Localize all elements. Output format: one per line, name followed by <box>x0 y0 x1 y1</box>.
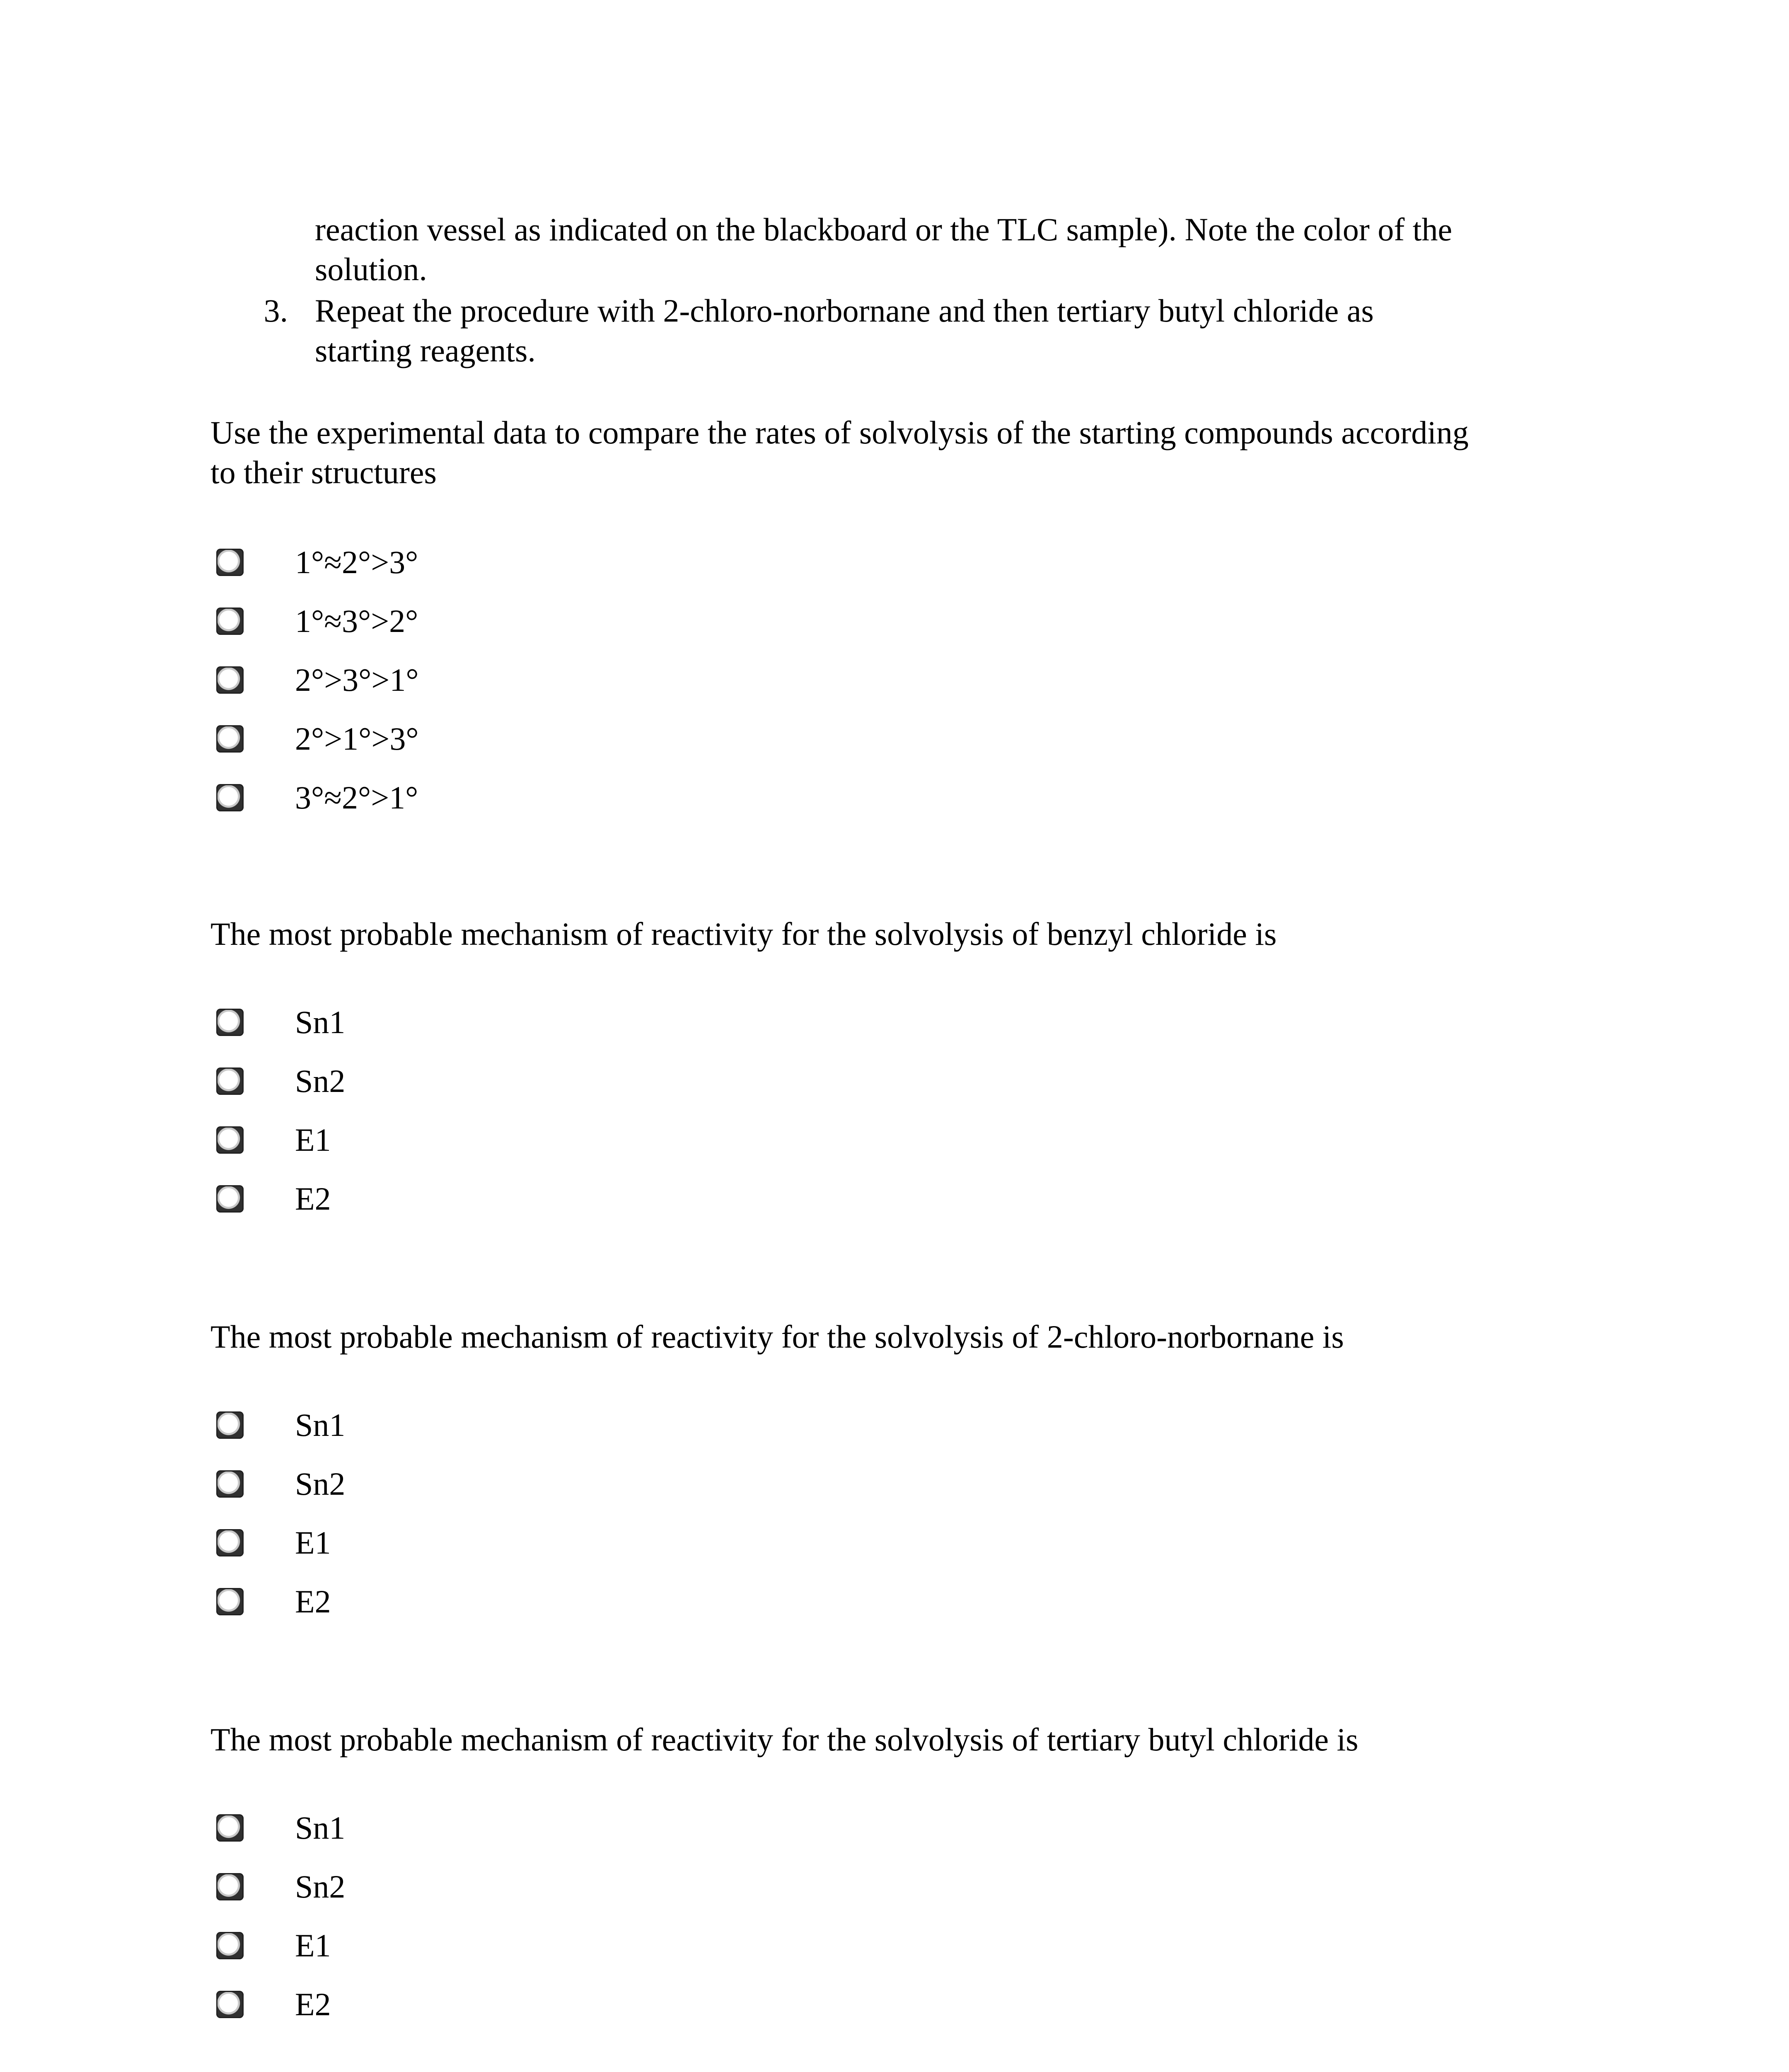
q3-option-2-label: Sn2 <box>295 1466 346 1502</box>
radio-button[interactable] <box>216 1588 244 1615</box>
q3-option-4-label: E2 <box>295 1583 331 1619</box>
step-3-line-1: Repeat the procedure with 2-chloro-norbornane and then tertiary butyl chloride as <box>315 293 1374 329</box>
q4-option-4-label: E2 <box>295 1986 331 2022</box>
q2-option-1-label: Sn1 <box>295 1004 346 1040</box>
q1-option-3[interactable] <box>216 661 419 699</box>
q2-option-4[interactable] <box>216 1180 331 1218</box>
radio-button[interactable] <box>216 1126 244 1154</box>
q2-option-3-label: E1 <box>295 1122 331 1158</box>
q3-option-3[interactable] <box>216 1524 331 1561</box>
radio-button[interactable] <box>216 1067 244 1095</box>
q2-option-3[interactable] <box>216 1121 331 1159</box>
q1-option-5-label: 3°≈2°>1° <box>295 779 418 816</box>
q1-option-4-label: 2°>1°>3° <box>295 721 419 757</box>
intro-line-1: reaction vessel as indicated on the blackboard or the TLC sample). Note the color of the <box>315 211 1452 247</box>
q4-option-3[interactable] <box>216 1927 331 1964</box>
radio-button[interactable] <box>216 1411 244 1439</box>
radio-button[interactable] <box>216 1873 244 1900</box>
q1-prompt-line-2: to their structures <box>210 454 437 490</box>
radio-button[interactable] <box>216 1814 244 1842</box>
q2-option-1[interactable] <box>216 1004 345 1041</box>
radio-button[interactable] <box>216 1529 244 1556</box>
q4-prompt: The most probable mechanism of reactivity for the solvolysis of tertiary butyl chloride is <box>210 1721 1359 1757</box>
q4-option-2[interactable] <box>216 1868 345 1905</box>
q2-option-2-label: Sn2 <box>295 1063 346 1099</box>
intro-line-2: solution. <box>315 251 427 287</box>
q1-option-3-label: 2°>3°>1° <box>295 662 419 698</box>
q3-option-3-label: E1 <box>295 1525 331 1561</box>
radio-button[interactable] <box>216 666 244 694</box>
q3-prompt: The most probable mechanism of reactivity for the solvolysis of 2-chloro-norbornane is <box>210 1319 1344 1355</box>
radio-button[interactable] <box>216 1470 244 1498</box>
q1-prompt-line-1: Use the experimental data to compare the rates of solvolysis of the starting compounds according <box>210 414 1469 450</box>
q1-option-1[interactable] <box>216 544 418 581</box>
q4-option-4[interactable] <box>216 1986 331 2023</box>
q1-option-1-label: 1°≈2°>3° <box>295 544 418 580</box>
q2-prompt: The most probable mechanism of reactivity for the solvolysis of benzyl chloride is <box>210 916 1277 952</box>
q4-option-2-label: Sn2 <box>295 1869 346 1905</box>
q4-option-1-label: Sn1 <box>295 1810 346 1846</box>
step-3-number: 3. <box>264 293 288 329</box>
q2-option-4-label: E2 <box>295 1181 331 1217</box>
q3-option-1[interactable] <box>216 1406 345 1444</box>
radio-button[interactable] <box>216 1009 244 1036</box>
radio-button[interactable] <box>216 1932 244 1959</box>
q1-option-2-label: 1°≈3°>2° <box>295 603 418 639</box>
q2-option-2[interactable] <box>216 1063 345 1100</box>
radio-button[interactable] <box>216 549 244 576</box>
q3-option-1-label: Sn1 <box>295 1407 346 1443</box>
radio-button[interactable] <box>216 1185 244 1213</box>
q4-option-1[interactable] <box>216 1809 345 1847</box>
radio-button[interactable] <box>216 784 244 811</box>
q3-option-2[interactable] <box>216 1465 345 1503</box>
q4-option-3-label: E1 <box>295 1927 331 1963</box>
radio-button[interactable] <box>216 608 244 635</box>
q1-option-2[interactable] <box>216 603 418 640</box>
q3-option-4[interactable] <box>216 1583 331 1620</box>
q1-option-5[interactable] <box>216 779 418 816</box>
radio-button[interactable] <box>216 725 244 753</box>
q1-option-4[interactable] <box>216 720 419 758</box>
radio-button[interactable] <box>216 1991 244 2018</box>
step-3-line-2: starting reagents. <box>315 332 536 368</box>
